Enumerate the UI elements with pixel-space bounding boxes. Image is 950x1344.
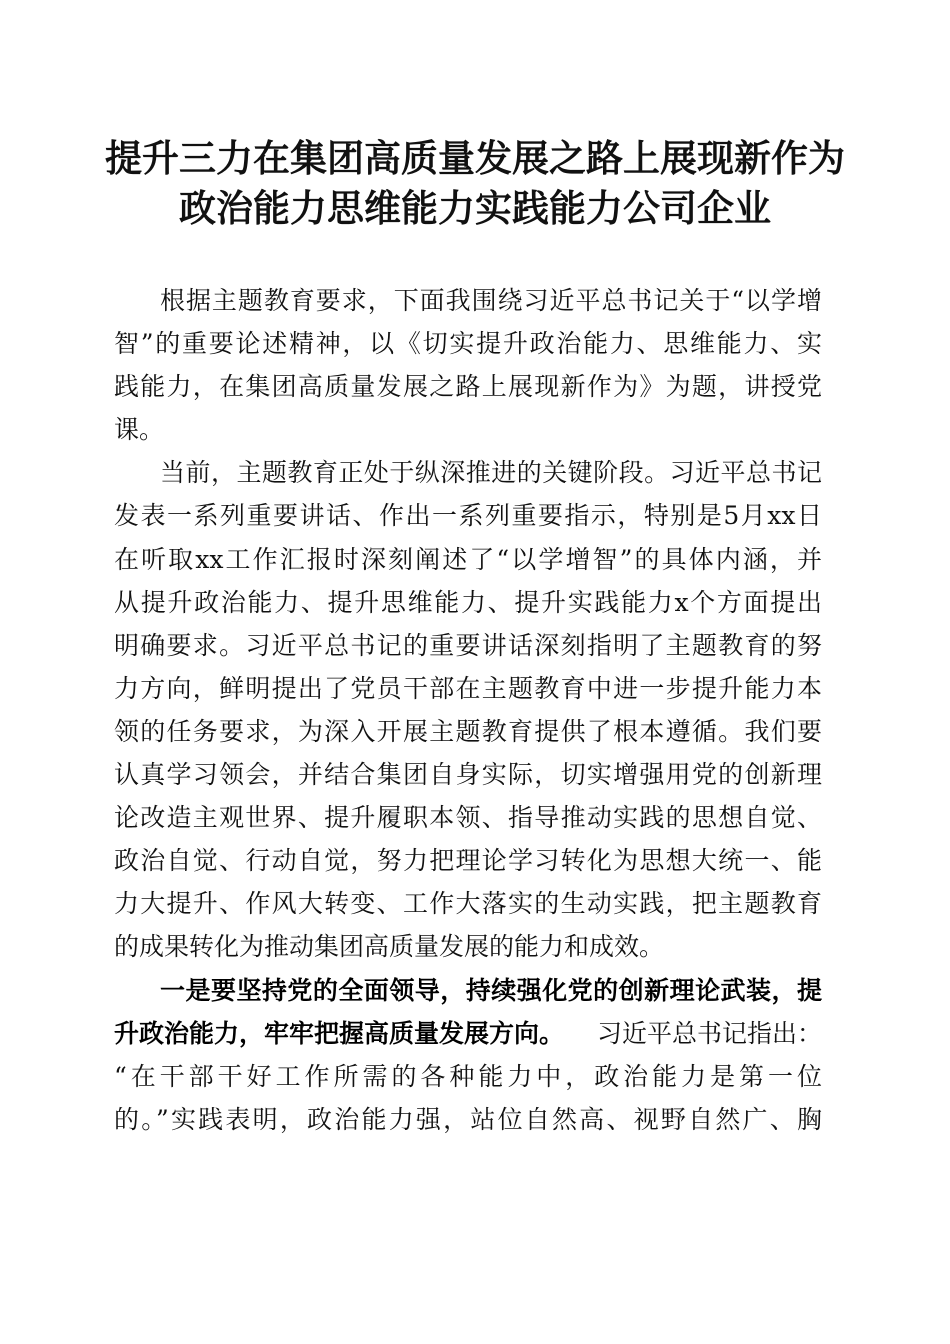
paragraph-point-one (114, 969, 822, 1141)
paragraph-intro (114, 279, 822, 451)
point-one-heading-end: 升政治能力，牢牢把握高质量发展方向。 (114, 1018, 565, 1048)
text-line: 认真学习领会，并结合集团自身实际，切实增强用党的创新理 (114, 760, 822, 790)
document-title (0, 133, 950, 233)
text-line: 领的任务要求，为深入开展主题教育提供了根本遵循。我们要 (114, 716, 822, 746)
text-line: 力方向，鲜明提出了党员干部在主题教育中进一步提升能力本 (114, 673, 822, 703)
text-line: 智”的重要论述精神，以《切实提升政治能力、思维能力、实 (114, 329, 822, 359)
text-line: 力大提升、作风大转变、工作大落实的生动实践，把主题教育 (114, 889, 822, 919)
text-line (114, 1012, 822, 1055)
title-line-1: 提升三力在集团高质量发展之路上展现新作为 (105, 136, 845, 180)
text-line: 论改造主观世界、提升履职本领、指导推动实践的思想自觉、 (114, 803, 822, 833)
text-line: 政治自觉、行动自觉，努力把理论学习转化为思想大统一、能 (114, 846, 822, 876)
document-body (114, 279, 822, 1141)
title-line-2: 政治能力思维能力实践能力公司企业 (179, 186, 771, 230)
text-line: 明确要求。习近平总书记的重要讲话深刻指明了主题教育的努 (114, 630, 822, 660)
text-line: 践能力，在集团高质量发展之路上展现新作为》为题，讲授党 (114, 372, 822, 402)
text-line: 根据主题教育要求，下面我围绕习近平总书记关于“以学增 (160, 286, 822, 315)
text-line: 的成果转化为推动集团高质量发展的能力和成效。 (114, 932, 665, 962)
paragraph-context (114, 451, 822, 968)
text-line: “在干部干好工作所需的各种能力中，政治能力是第一位 (114, 1061, 822, 1091)
text-line: 在听取xx工作汇报时深刻阐述了“以学增智”的具体内涵，并 (114, 544, 822, 574)
point-one-heading-line: 一是要坚持党的全面领导，持续强化党的创新理论武装，提 (160, 975, 822, 1005)
text-line: 从提升政治能力、提升思维能力、提升实践能力x个方面提出 (114, 587, 822, 617)
text-line: 当前，主题教育正处于纵深推进的关键阶段。习近平总书记 (160, 458, 822, 488)
text-line: 的。”实践表明，政治能力强，站位自然高、视野自然广、胸 (114, 1104, 822, 1134)
text-line: 课。 (114, 415, 165, 445)
text-segment: 习近平总书记指出： (596, 1018, 822, 1048)
text-line: 发表一系列重要讲话、作出一系列重要指示，特别是5月xx日 (114, 501, 822, 531)
